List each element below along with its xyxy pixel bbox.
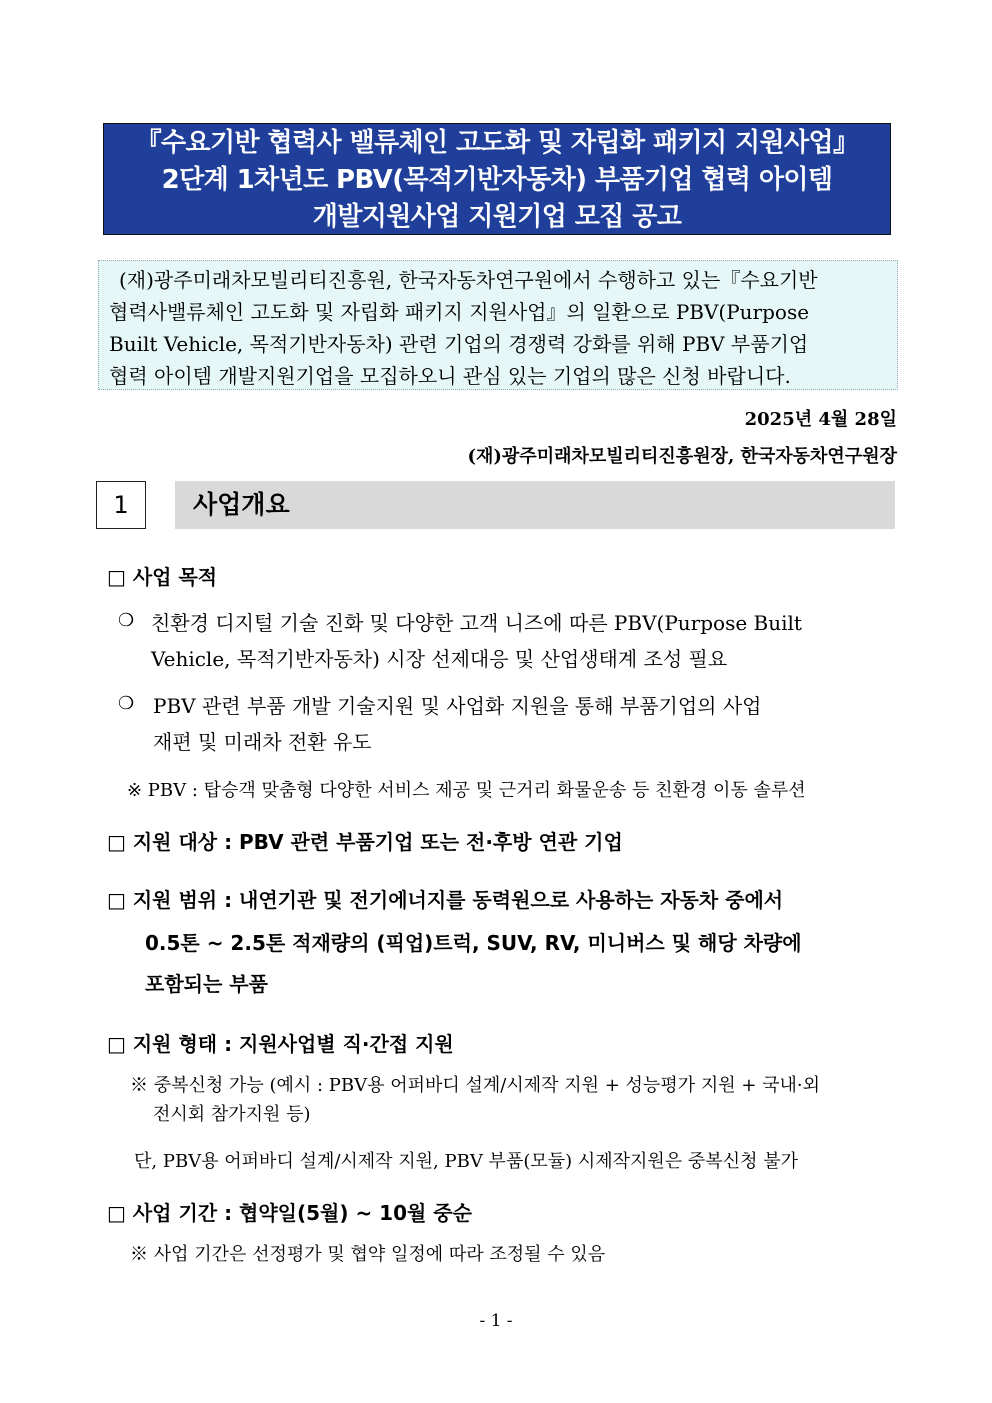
intro-line-4: 협력 아이템 개발지원기업을 모집하오니 관심 있는 기업의 많은 신청 바랍니다. [109, 364, 791, 388]
purpose-note: ※ PBV : 탑승객 맞춤형 다양한 서비스 제공 및 근거리 화물운송 등 친환경 이동 솔루션 [127, 780, 806, 801]
intro-line-2: 협력사밸류체인 고도화 및 자립화 패키지 지원사업』의 일환으로 PBV(Purpose [109, 300, 810, 324]
form-note-line-2: 전시회 참가지원 등) [153, 1104, 311, 1125]
announcement-title [103, 123, 891, 235]
period-note: ※ 사업 기간은 선정평가 및 협약 일정에 따라 조정될 수 있음 [130, 1244, 606, 1265]
bullet-circle-icon: ❍ [118, 610, 135, 631]
target-heading: □ 지원 대상 : PBV 관련 부품기업 또는 전·후방 연관 기업 [107, 830, 623, 854]
purpose-item-2-line-1: PBV 관련 부품 개발 기술지원 및 사업화 지원을 통해 부품기업의 사업 [153, 694, 762, 718]
form-note-line-1: ※ 중복신청 가능 (예시 : PBV용 어퍼바디 설계/시제작 지원 + 성능평가 지원 + 국내·외 [130, 1075, 821, 1096]
announcement-date: 2025년 4월 28일 [744, 409, 897, 430]
scope-line-3: 포함되는 부품 [145, 972, 268, 996]
section-number: 1 [96, 481, 146, 529]
form-heading: □ 지원 형태 : 지원사업별 직·간접 지원 [107, 1032, 454, 1056]
scope-line-1: □ 지원 범위 : 내연기관 및 전기에너지를 동력원으로 사용하는 자동차 중에서 [107, 888, 784, 912]
intro-line-1: (재)광주미래차모빌리티진흥원, 한국자동차연구원에서 수행하고 있는『수요기반 [119, 268, 818, 292]
title-line-2: 2단계 1차년도 PBV(목적기반자동차) 부품기업 협력 아이템 [161, 165, 833, 195]
period-heading: □ 사업 기간 : 협약일(5월) ~ 10월 중순 [107, 1201, 472, 1225]
form-exception: 단, PBV용 어퍼바디 설계/시제작 지원, PBV 부품(모듈) 시제작지원은 중복신청 불가 [134, 1151, 798, 1172]
bullet-circle-icon: ❍ [118, 693, 135, 714]
purpose-heading: □ 사업 목적 [107, 565, 218, 589]
issuer: (재)광주미래차모빌리티진흥원장, 한국자동차연구원장 [467, 446, 897, 467]
section-title: 사업개요 [193, 490, 290, 519]
purpose-item-1-line-2: Vehicle, 목적기반자동차) 시장 선제대응 및 산업생태계 조성 필요 [151, 647, 728, 671]
scope-line-2: 0.5톤 ~ 2.5톤 적재량의 (픽업)트럭, SUV, RV, 미니버스 및 해당 차량에 [145, 931, 802, 955]
title-line-3: 개발지원사업 지원기업 모집 공고 [312, 202, 682, 232]
purpose-item-2-line-2: 재편 및 미래차 전환 유도 [153, 730, 372, 754]
page-number: - 1 - [479, 1311, 513, 1331]
purpose-item-1-line-1: 친환경 디지털 기술 진화 및 다양한 고객 니즈에 따른 PBV(Purpose Built [151, 611, 802, 635]
intro-line-3: Built Vehicle, 목적기반자동차) 관련 기업의 경쟁력 강화를 위해 PBV 부품기업 [109, 332, 809, 356]
intro-box [98, 260, 898, 390]
title-line-1: 『수요기반 협력사 밸류체인 고도화 및 자립화 패키지 지원사업』 [135, 128, 859, 158]
